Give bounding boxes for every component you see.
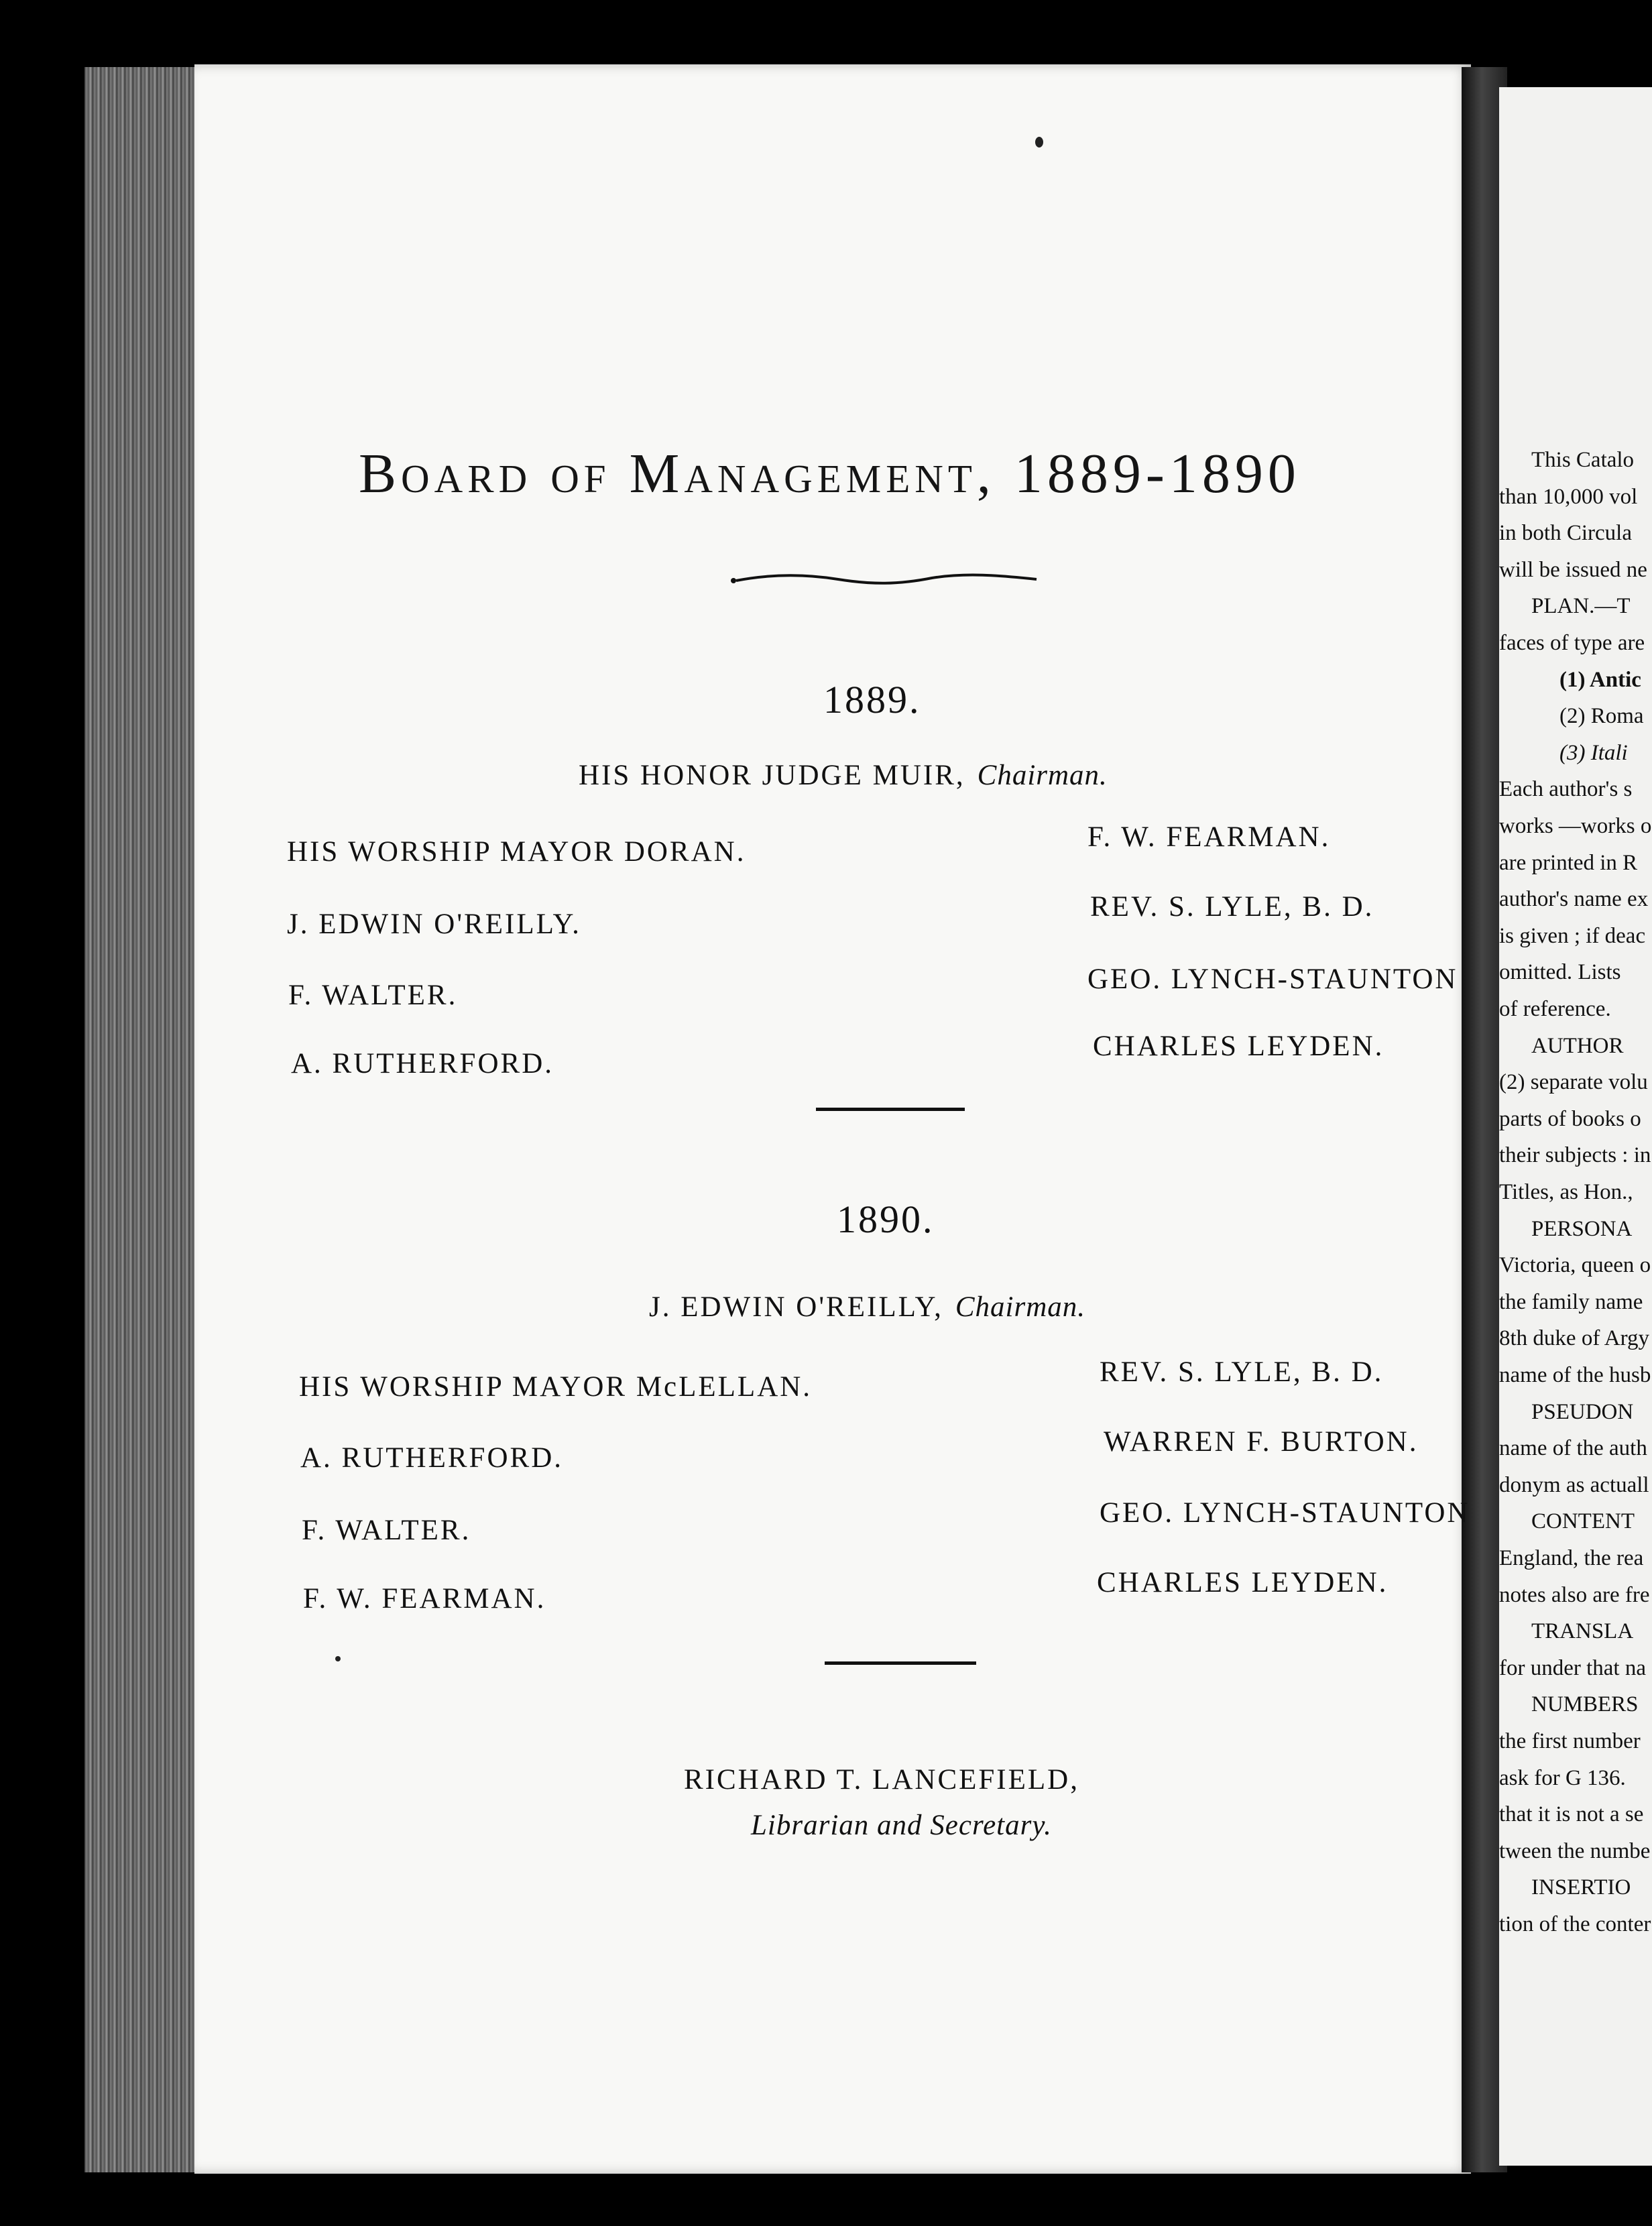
adjacent-page-line: than 10,000 vol [1499,485,1638,509]
adjacent-page-line: faces of type are [1499,631,1645,655]
adjacent-page-line: that it is not a se [1499,1802,1644,1826]
paper-speck [335,1656,341,1661]
member-name: HIS WORSHIP MAYOR McLELLAN. [299,1371,813,1403]
book-page-edges [84,67,198,2172]
adjacent-page-line: (2) separate volu [1499,1070,1648,1094]
adjacent-page-line: This Catalo [1531,448,1635,472]
member-name: GEO. LYNCH-STAUNTON [1087,963,1458,995]
adjacent-page-line: is given ; if deac [1499,924,1646,948]
adjacent-page-line: (1) Antic [1559,668,1641,692]
adjacent-page-line: NUMBERS [1531,1692,1639,1716]
section-divider [825,1661,976,1665]
member-name: CHARLES LEYDEN. [1093,1031,1384,1062]
section-divider [816,1108,965,1111]
decorative-flourish [731,571,1039,587]
member-name: F. W. FEARMAN. [1087,821,1331,853]
librarian-name: RICHARD T. LANCEFIELD, [684,1764,1079,1796]
catalog-page [194,64,1471,2174]
chairman-role: Chairman. [977,760,1108,791]
member-name: J. EDWIN O'REILLY. [287,909,581,940]
member-name: REV. S. LYLE, B. D. [1090,891,1374,923]
member-name: F. WALTER. [302,1515,471,1546]
member-name: HIS WORSHIP MAYOR DORAN. [287,836,746,868]
librarian-role: Librarian and Secretary. [751,1810,1052,1841]
member-name: WARREN F. BURTON. [1104,1426,1419,1458]
adjacent-page-line: CONTENT [1531,1509,1635,1533]
adjacent-page-line: donym as actuall [1499,1473,1649,1497]
adjacent-page-line: works —works o [1499,814,1652,838]
adjacent-page-line: tween the numbe [1499,1839,1651,1863]
adjacent-page-line: tion of the conter [1499,1912,1651,1936]
adjacent-page-line: author's name ex [1499,887,1649,911]
year-heading-1890: 1890. [837,1197,935,1241]
adjacent-page-line: Titles, as Hon., [1499,1180,1633,1204]
adjacent-page-line: of reference. [1499,997,1611,1021]
adjacent-page-line: notes also are fre [1499,1583,1650,1607]
adjacent-page-line: name of the husb [1499,1363,1651,1387]
adjacent-page-line: PERSONA [1531,1217,1633,1241]
adjacent-page-line: for under that na [1499,1656,1646,1680]
adjacent-page-line: PLAN.—T [1531,594,1631,618]
member-name: REV. S. LYLE, B. D. [1100,1356,1384,1388]
adjacent-page-line: are printed in R [1499,851,1638,875]
member-name: F. W. FEARMAN. [303,1583,546,1615]
adjacent-page-line: in both Circula [1499,521,1632,545]
adjacent-page-line: Victoria, queen o [1499,1253,1651,1277]
year-heading-1889: 1889. [823,678,921,721]
page-title: Board of Management, 1889-1890 [359,443,1301,505]
member-name: F. WALTER. [288,980,458,1011]
adjacent-page-line: (3) Itali [1559,741,1628,765]
chairman-name: J. EDWIN O'REILLY, [649,1291,943,1323]
adjacent-page-line: England, the rea [1499,1546,1644,1570]
chairman-name: HIS HONOR JUDGE MUIR, [579,760,965,791]
adjacent-page-line: omitted. Lists [1499,960,1621,984]
adjacent-page-line: their subjects : in [1499,1143,1651,1167]
member-name: CHARLES LEYDEN. [1097,1567,1389,1598]
chairman-line-1889 [579,759,1108,792]
adjacent-page-line: AUTHOR [1531,1034,1624,1058]
adjacent-page-line: will be issued ne [1499,558,1647,582]
adjacent-page-fragment [1499,87,1652,2166]
adjacent-page-line: 8th duke of Argy [1499,1326,1649,1350]
adjacent-page-line: name of the auth [1499,1436,1647,1460]
adjacent-page-line: (2) Roma [1559,704,1644,728]
member-name: A. RUTHERFORD. [291,1048,554,1079]
adjacent-page-line: the family name [1499,1290,1643,1314]
adjacent-page-line: INSERTIO [1531,1875,1631,1899]
chairman-line-1890 [649,1291,1085,1324]
adjacent-page-line: parts of books o [1499,1107,1641,1131]
adjacent-page-line: the first number [1499,1729,1641,1753]
adjacent-page-line: ask for G 136. [1499,1766,1626,1790]
adjacent-page-line: PSEUDON [1531,1400,1634,1424]
member-name: A. RUTHERFORD. [300,1442,564,1474]
paper-speck [1035,137,1043,148]
member-name: GEO. LYNCH-STAUNTON [1100,1497,1470,1529]
adjacent-page-line: Each author's s [1499,777,1633,801]
adjacent-page-line: TRANSLA [1531,1619,1634,1643]
chairman-role: Chairman. [955,1291,1085,1323]
